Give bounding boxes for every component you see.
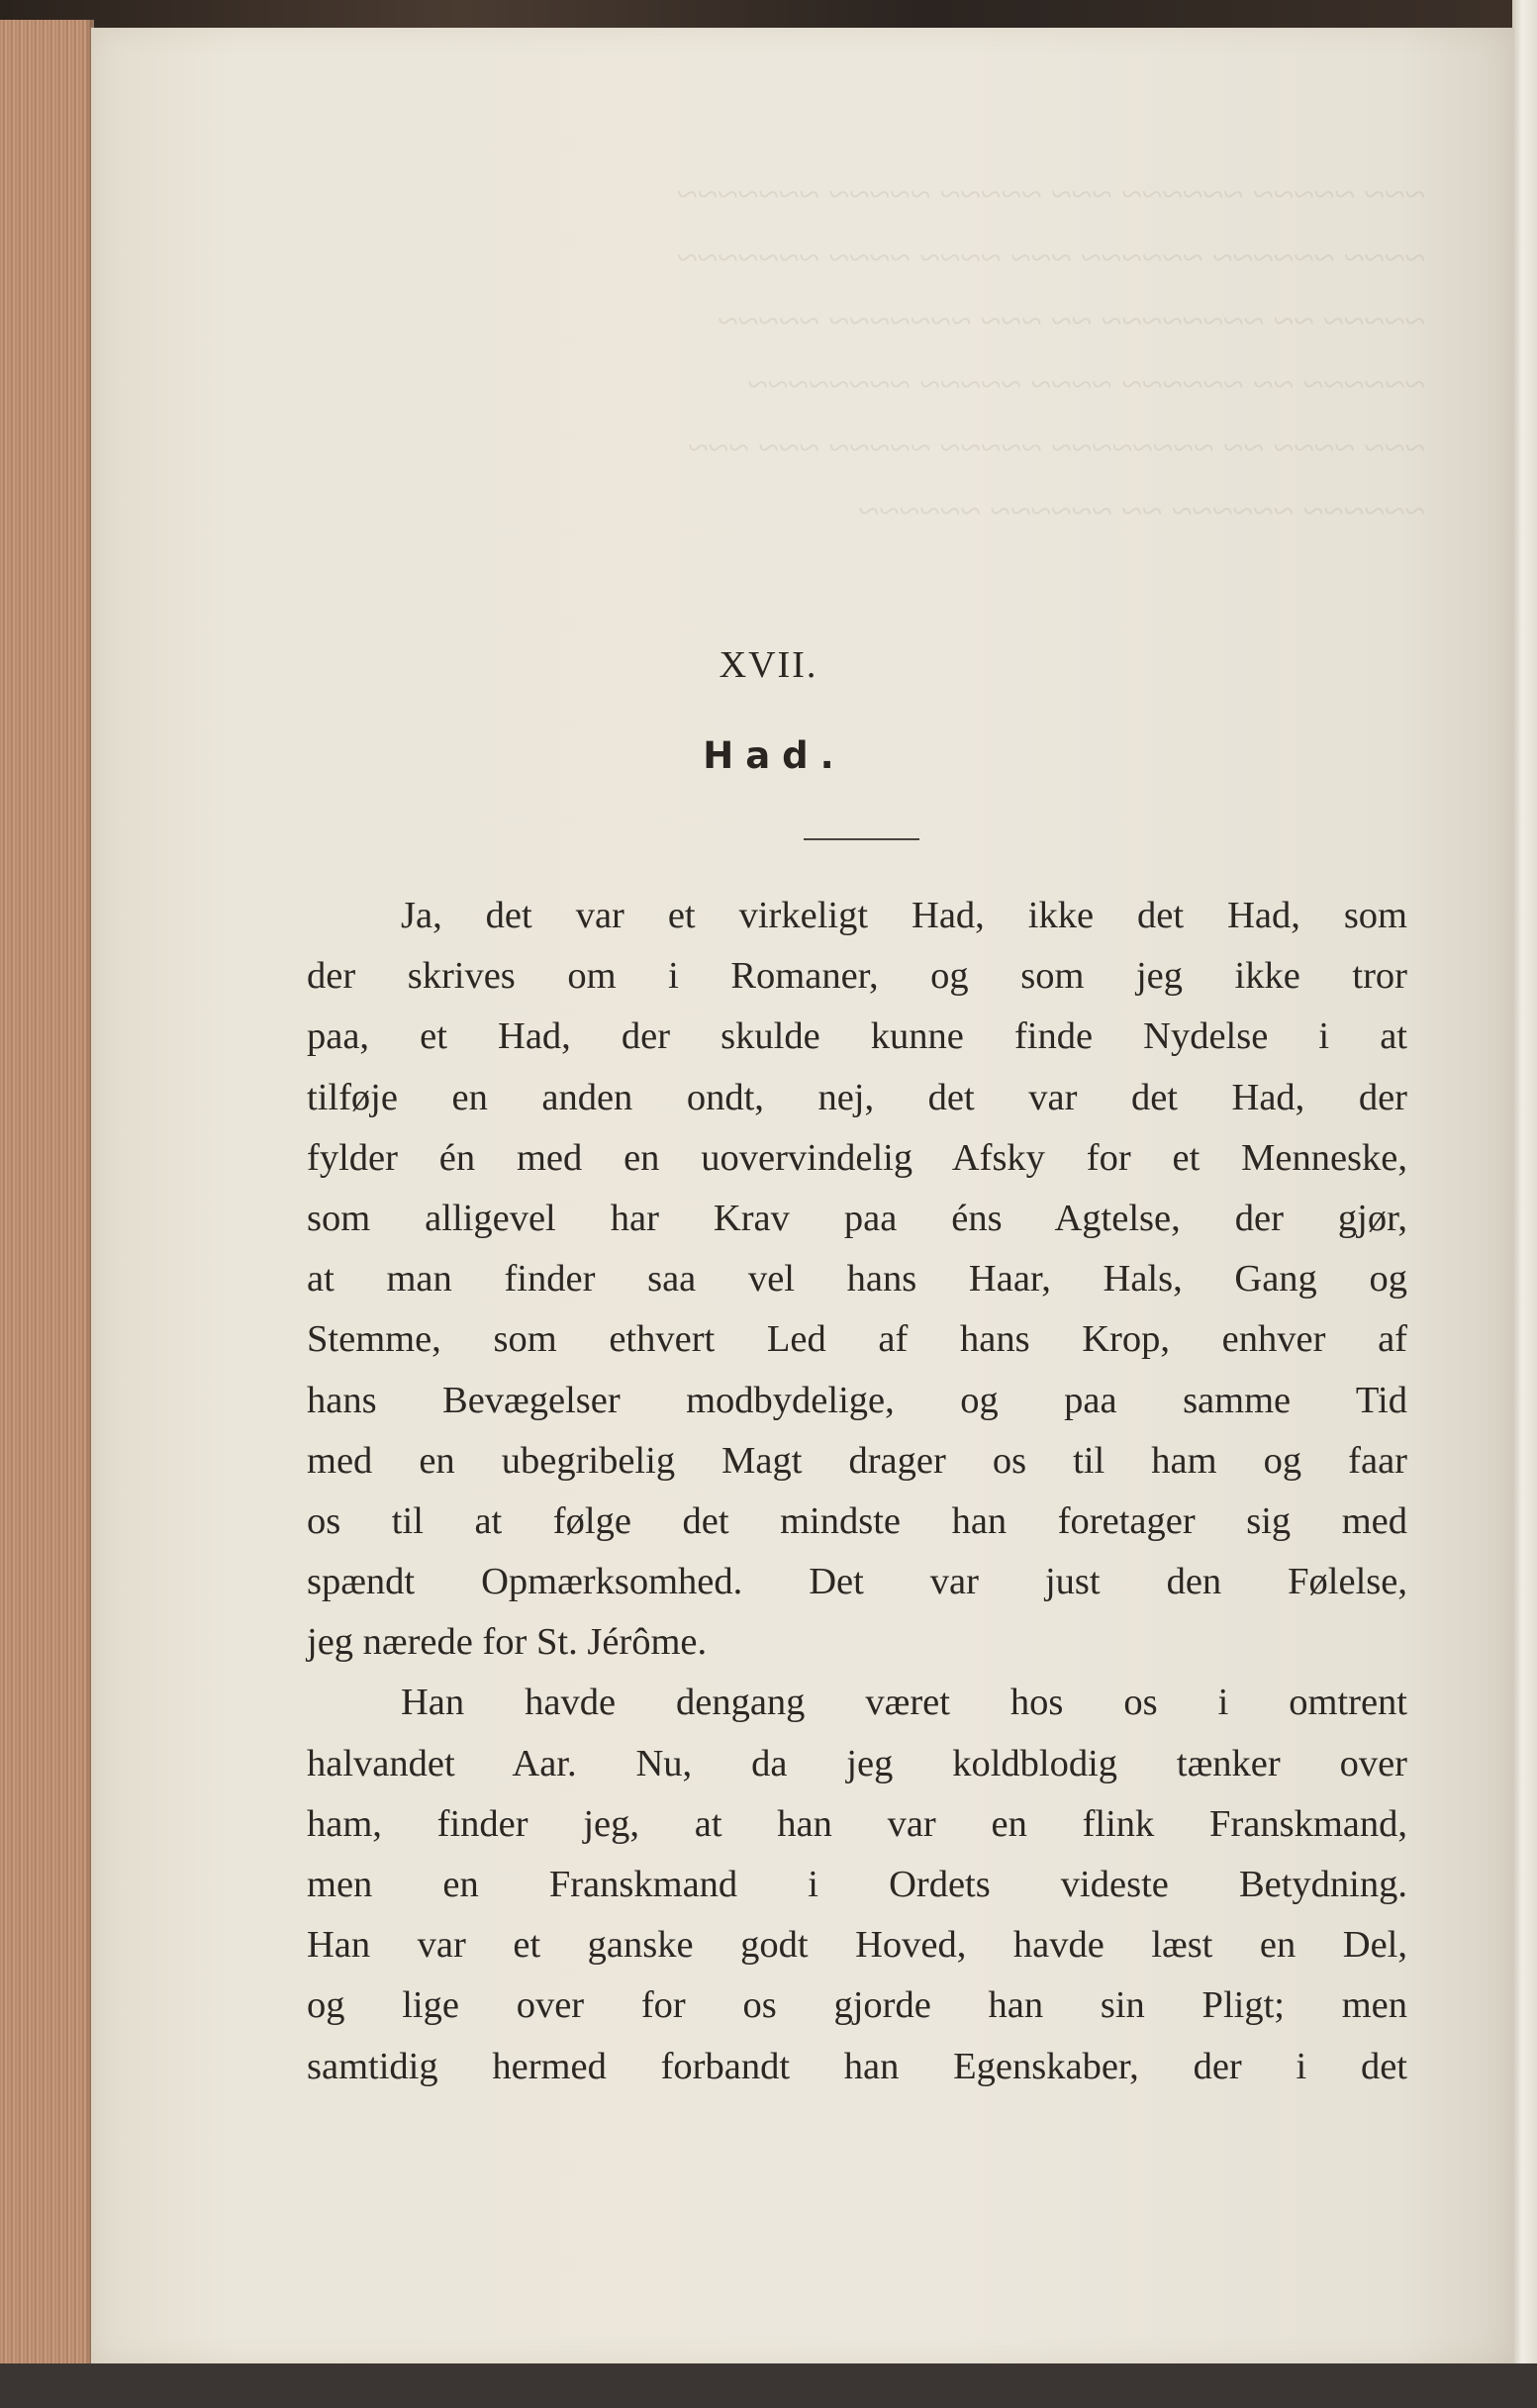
text-line: som alligevel har Krav paa éns Agtelse, der gjør, [307, 1197, 1407, 1239]
book-bottom-edge [0, 2363, 1537, 2408]
text-line: der skrives om i Romaner, og som jeg ikke tror [307, 955, 1407, 998]
book-cover-edge [0, 0, 1537, 30]
text-line: ham, finder jeg, at han var en flink Franskmand, [307, 1802, 1407, 1845]
text-line: Han var et ganske godt Hoved, havde læst en Del, [307, 1924, 1407, 1967]
title-divider [804, 838, 919, 840]
page-edges [0, 20, 94, 2385]
chapter-number: XVII. [719, 644, 818, 686]
text-line: Han havde dengang været hos os i omtrent [401, 1682, 1407, 1724]
text-line: Stemme, som ethvert Led af hans Krop, enhver af [307, 1318, 1407, 1361]
text-line: jeg nærede for St. Jérôme. [307, 1621, 708, 1664]
text-line: med en ubegribelig Magt drager os til ham og faar [307, 1439, 1407, 1482]
bleed-through-texture: ​~~~ ~~~~~ ~~~~~~ ~~~ ~~~~~ ~~~~~ ~~~~~~~ ​~~~~ ~~~~~~ ~~~~~~ ~~~ ~~~~ ~~~~ ~~~~~~~ ​~~~~~ ~~ ~~~~~~~~ ~~ ~~~ ~~~~~~~ ~~~~~ ​~~~~~~ ~~ ~~~~~~ ~~~~ ~~~~~ ~~~~~~~~ ​~~~ ~~~~ ~~ ~~~~~~~~ ~~~~~ ~~~~~ ~~~ ~~~ ​~~~~~~ ~~~~~~ ~~ ~~~~~~ ~~~~~~ [677, 174, 1425, 532]
text-line: halvandet Aar. Nu, da jeg koldblodig tænker over [307, 1742, 1407, 1784]
chapter-title: Had. [703, 734, 846, 777]
right-page-edge [1512, 0, 1537, 2408]
text-line: hans Bevægelser modbydelige, og paa samme Tid [307, 1379, 1407, 1421]
text-line: spændt Opmærksomhed. Det var just den Følelse, [307, 1561, 1407, 1603]
text-line: men en Franskmand i Ordets videste Betydning. [307, 1864, 1407, 1905]
text-line: paa, et Had, der skulde kunne finde Nydelse i at [307, 1015, 1407, 1058]
chapter-body [307, 886, 1407, 2097]
text-line: Ja, det var et virkeligt Had, ikke det Had, som [401, 895, 1407, 936]
text-line: at man finder saa vel hans Haar, Hals, Gang og [307, 1258, 1407, 1300]
text-line: fylder én med en uovervindelig Afsky for et Menneske, [307, 1136, 1407, 1179]
text-line: og lige over for os gjorde han sin Pligt; men [307, 1984, 1407, 2027]
text-line: samtidig hermed forbandt han Egenskaber, der i det [307, 2045, 1407, 2087]
text-line: tilføje en anden ondt, nej, det var det Had, der [307, 1076, 1407, 1118]
text-line: os til at følge det mindste han foretager sig med [307, 1499, 1407, 1542]
